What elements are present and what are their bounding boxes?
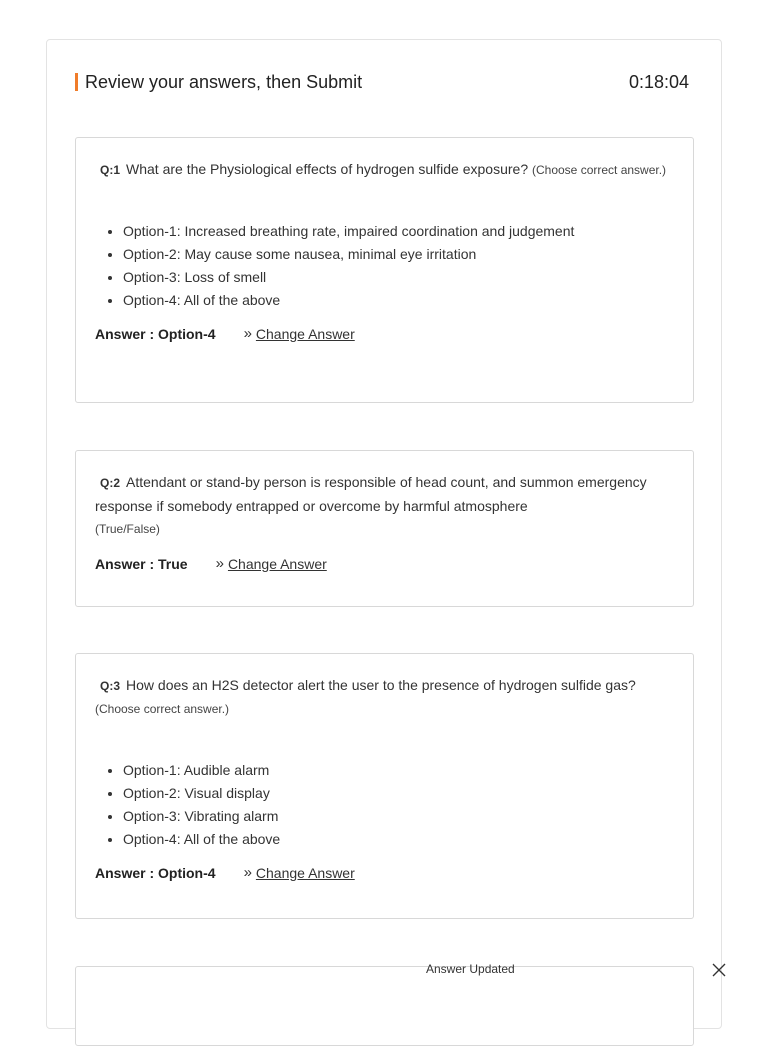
selected-answer: Answer : Option-4 bbox=[95, 325, 216, 342]
countdown-timer: 0:18:04 bbox=[628, 71, 689, 92]
option-item: • Option-3: Loss of smell bbox=[123, 266, 673, 289]
change-answer-label: Change Answer bbox=[255, 325, 355, 342]
change-answer-button[interactable] bbox=[216, 555, 327, 572]
question-type-note: (Choose correct answer.) bbox=[532, 163, 667, 177]
question-type-note: (Choose correct answer.) bbox=[95, 702, 230, 716]
close-icon[interactable] bbox=[710, 961, 728, 979]
change-answer-button[interactable] bbox=[244, 864, 355, 881]
change-answer-label: Change Answer bbox=[255, 864, 355, 881]
question-text-3 bbox=[95, 674, 673, 721]
option-item: • Option-1: Increased breathing rate, impaired coordination and judgement bbox=[123, 220, 673, 243]
review-header bbox=[75, 70, 689, 94]
question-card-3 bbox=[75, 653, 694, 919]
question-card-4 bbox=[75, 966, 694, 1046]
double-chevron-right-icon: » bbox=[243, 864, 252, 881]
question-prompt: What are the Physiological effects of hydrogen sulfide exposure? bbox=[126, 161, 529, 177]
options-list bbox=[95, 759, 673, 851]
answer-row bbox=[95, 555, 673, 572]
change-answer-label: Change Answer bbox=[227, 555, 327, 572]
option-item: • Option-4: All of the above bbox=[123, 828, 673, 851]
answer-row bbox=[95, 864, 673, 881]
title-wrap bbox=[75, 72, 362, 93]
selected-answer: Answer : Option-4 bbox=[95, 864, 216, 881]
question-number: Q:2 bbox=[100, 476, 121, 490]
double-chevron-right-icon: » bbox=[243, 325, 252, 342]
option-item: • Option-4: All of the above bbox=[123, 289, 673, 312]
question-text-2 bbox=[95, 471, 673, 541]
question-number: Q:3 bbox=[100, 679, 121, 693]
question-text-1 bbox=[95, 158, 673, 182]
option-item: • Option-1: Audible alarm bbox=[123, 759, 673, 782]
page-title: Review your answers, then Submit bbox=[85, 71, 363, 92]
option-item: • Option-2: Visual display bbox=[123, 782, 673, 805]
question-card-2 bbox=[75, 450, 694, 607]
selected-answer: Answer : True bbox=[95, 555, 188, 572]
toast-message: Answer Updated bbox=[426, 962, 515, 976]
option-item: • Option-3: Vibrating alarm bbox=[123, 805, 673, 828]
question-card-1 bbox=[75, 137, 694, 403]
option-item: • Option-2: May cause some nausea, minimal eye irritation bbox=[123, 243, 673, 266]
double-chevron-right-icon: » bbox=[215, 555, 224, 572]
question-type-note: (True/False) bbox=[95, 522, 160, 536]
change-answer-button[interactable] bbox=[244, 325, 355, 342]
accent-bar bbox=[75, 73, 78, 91]
question-prompt: How does an H2S detector alert the user to the presence of hydrogen sulfide gas? bbox=[126, 677, 636, 693]
question-prompt: Attendant or stand-by person is responsible of head count, and summon emergency response if somebody entrapped or overcome by harmful atmosphere bbox=[95, 474, 647, 514]
answer-row bbox=[95, 325, 673, 342]
question-number: Q:1 bbox=[100, 163, 121, 177]
options-list bbox=[95, 220, 673, 312]
review-panel bbox=[46, 39, 722, 1029]
